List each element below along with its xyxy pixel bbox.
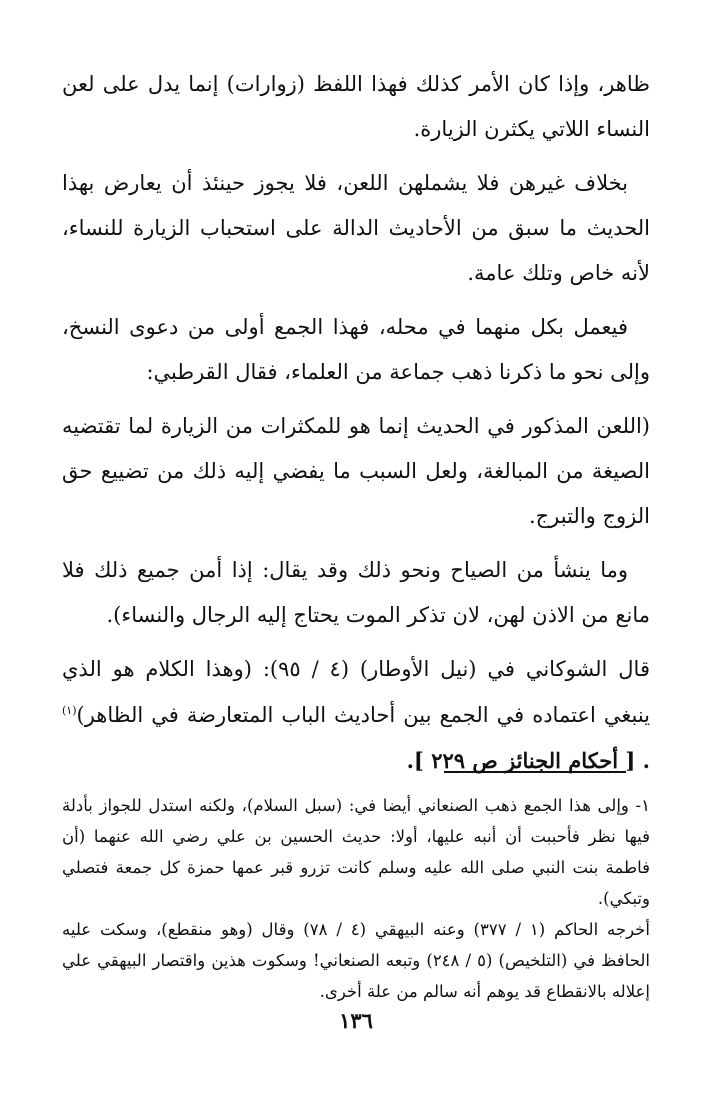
footnote-separator <box>444 771 626 773</box>
paragraph-3: فيعمل بكل منهما في محله، فهذا الجمع أولى من دعوى النسخ، وإلى نحو ما ذكرنا ذهب جماعة من العلماء، فقال القرطبي: <box>62 315 650 384</box>
footnote-2: أخرجه الحاكم (١ / ٣٧٧) وعنه البيهقي (٤ / ٧٨) وقال (وهو منقطع)، وسكت عليه الحافظ في (التلخيص) (٥ / ٢٤٨) وتبعه الصنعاني! وسكوت هذين واقتصار البيهقي علي إعلاله بالانقطاع قد يوهم أنه سالم من علة أخرى. <box>62 920 650 1001</box>
citation: . [ أحكام الجنائز ص ٢٢٩ ]. <box>406 748 650 773</box>
paragraph-6-text: قال الشوكاني في (نيل الأوطار) (٤ / ٩٥): (وهذا الكلام هو الذي ينبغي اعتماده في الجمع بين أحاديث الباب المتعارضة في الظاهر) <box>62 657 650 727</box>
footnote-1: ١- وإلى هذا الجمع ذهب الصنعاني أيضا في: (سبل السلام)، ولكنه استدل للجواز بأدلة فيها نظر فأحببت أن أنبه عليها، أولا: حديث الحسين بن علي رضي الله عنهما (أن فاطمة بنت النبي صلى الله عليه وسلم كانت تزرو قبر عمها حمزة كل جمعة فتصلي وتبكي). <box>62 796 650 908</box>
footnotes <box>62 790 650 1007</box>
main-text <box>62 62 650 793</box>
quote-paragraph: (اللعن المذكور في الحديث إنما هو للمكثرات من الزيارة لما تقتضيه الصيغة من المبالغة، ولعل السبب ما يفضي إليه ذلك من تضييع حق الزوج والتبرج. <box>62 414 650 528</box>
footnote-marker[interactable]: (١) <box>62 704 77 717</box>
paragraph-5: وما ينشأ من الصياح ونحو ذلك وقد يقال: إذا أمن جميع ذلك فلا مانع من الاذن لهن، لان تذكر الموت يحتاج إليه الرجال والنساء). <box>62 558 650 627</box>
paragraph-2: بخلاف غيرهن فلا يشملهن اللعن، فلا يجوز حينئذ أن يعارض بهذا الحديث ما سبق من الأحاديث الدالة على استحباب الزيارة للنساء، لأنه خاص وتلك عامة. <box>62 171 650 285</box>
paragraph-1: ظاهر، وإذا كان الأمر كذلك فهذا اللفظ (زوارات) إنما يدل على لعن النساء اللاتي يكثرن الزيارة. <box>62 72 650 141</box>
page-number: ١٣٦ <box>339 1008 373 1033</box>
paragraph-6 <box>62 647 650 784</box>
